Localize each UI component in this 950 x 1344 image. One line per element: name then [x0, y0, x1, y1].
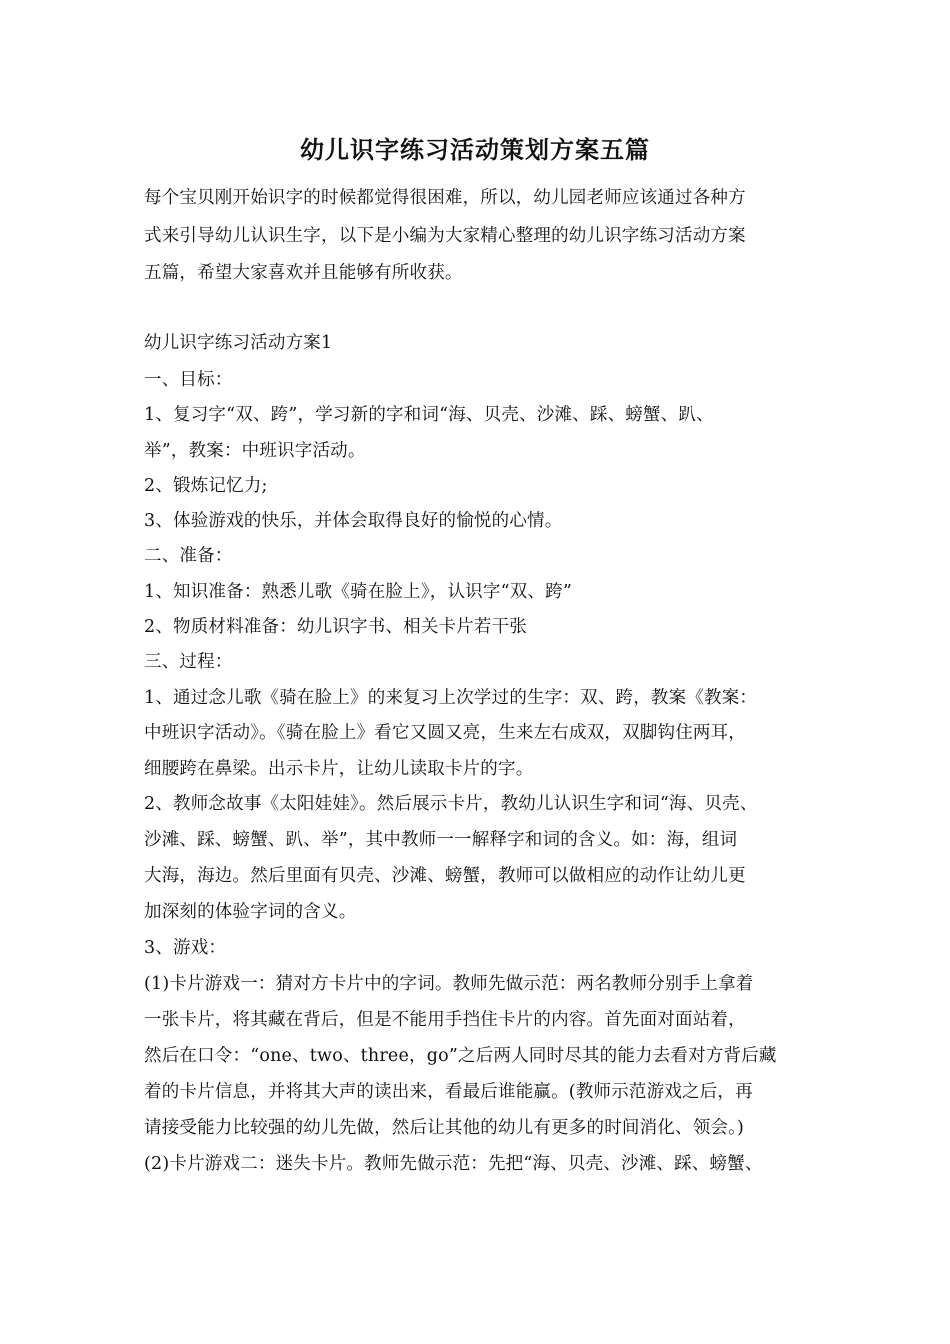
body-line: 一张卡片，将其藏在背后，但是不能用手挡住卡片的内容。首先面对面站着， — [144, 1010, 746, 1030]
body-line: 3、体验游戏的快乐，并体会取得良好的愉悦的心情。 — [144, 511, 563, 531]
body-line: 举”，教案：中班识字活动。 — [144, 441, 366, 461]
body-line: 一、目标： — [144, 370, 233, 390]
body-line: 沙滩、踩、螃蟹、趴、举”，其中教师一一解释字和词的含义。如：海，组词 — [144, 830, 738, 850]
body-line: 1、知识准备：熟悉儿歌《骑在脸上》，认识字“双、跨” — [144, 582, 572, 602]
body-line: (2)卡片游戏二：迷失卡片。教师先做示范：先把“海、贝壳、沙滩、踩、螃蟹、 — [144, 1154, 763, 1174]
section-title: 幼儿识字练习活动方案1 — [144, 333, 333, 353]
document-title: 幼儿识字练习活动策划方案五篇 — [300, 135, 650, 164]
body-line: 中班识字活动》。《骑在脸上》看它又圆又亮，生来左右成双，双脚钩住两耳， — [144, 723, 746, 743]
body-line: 着的卡片信息，并将其大声的读出来，看最后谁能赢。(教师示范游戏之后，再 — [144, 1082, 753, 1102]
body-line: 2、教师念故事《太阳娃娃》。然后展示卡片，教幼儿认识生字和词“海、贝壳、 — [144, 794, 758, 814]
body-line: 1、复习字“双、跨”，学习新的字和词“海、贝壳、沙滩、踩、螃蟹、趴、 — [144, 405, 714, 425]
body-line: 1、通过念儿歌《骑在脸上》的来复习上次学过的生字：双、跨，教案《教案： — [144, 688, 758, 708]
body-line: 2、物质材料准备：幼儿识字书、相关卡片若干张 — [144, 617, 528, 637]
intro-line: 每个宝贝刚开始识字的时候都觉得很困难，所以，幼儿园老师应该通过各种方 — [144, 188, 746, 208]
body-line: 3、游戏： — [144, 938, 227, 958]
intro-line: 式来引导幼儿认识生字，以下是小编为大家精心整理的幼儿识字练习活动方案 — [144, 226, 746, 246]
body-line: 然后在口令：“one、two、three，go”之后两人同时尽其的能力去看对方背后藏 — [144, 1046, 777, 1066]
body-line: 请接受能力比较强的幼儿先做，然后让其他的幼儿有更多的时间消化、领会。) — [144, 1118, 745, 1138]
body-line: 二、准备： — [144, 546, 233, 566]
body-line: 大海，海边。然后里面有贝壳、沙滩、螃蟹，教师可以做相应的动作让幼儿更 — [144, 866, 746, 886]
intro-line: 五篇，希望大家喜欢并且能够有所收获。 — [144, 263, 463, 283]
body-line: 三、过程： — [144, 652, 233, 672]
body-line: (1)卡片游戏一：猜对方卡片中的字词。教师先做示范：两名教师分别手上拿着 — [144, 974, 754, 994]
body-line: 加深刻的体验字词的含义。 — [144, 902, 357, 922]
body-line: 2、锻炼记忆力; — [144, 476, 268, 496]
body-line: 细腰跨在鼻梁。出示卡片，让幼儿读取卡片的字。 — [144, 759, 534, 779]
